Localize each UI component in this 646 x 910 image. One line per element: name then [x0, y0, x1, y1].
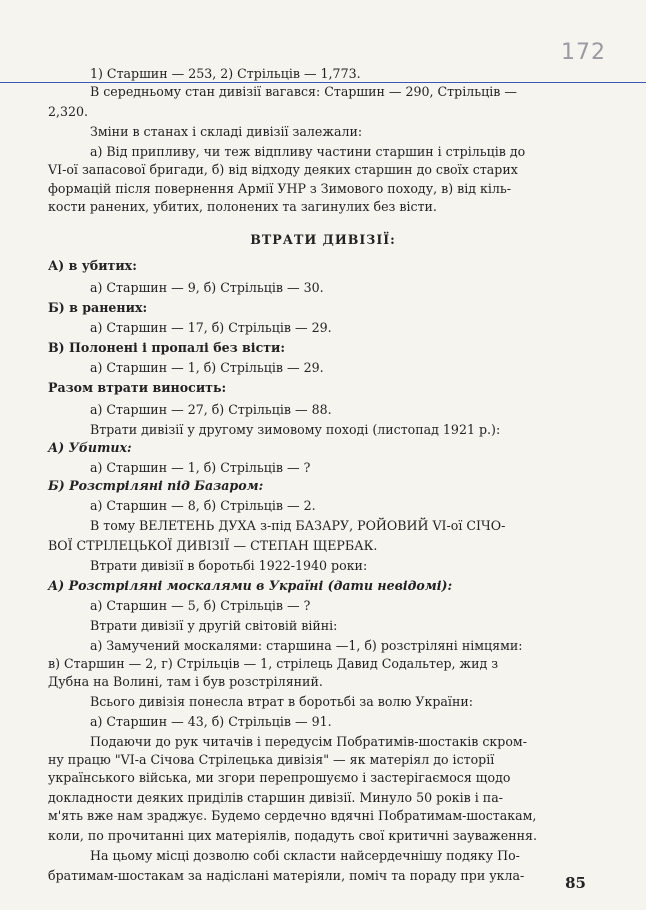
- page-number: 85: [565, 874, 586, 892]
- text-line: українського війська, ми згори перепрошуємо і застерігаємося щодо: [48, 770, 511, 785]
- text-line: а) Старшин — 43, б) Стрільців — 91.: [90, 714, 332, 729]
- text-line: ВОЇ СТРІЛЕЦЬКОЇ ДИВІЗІЇ — СТЕПАН ЩЕРБАК.: [48, 538, 378, 553]
- text-line: Б) в ранених:: [48, 300, 148, 315]
- text-line: 1) Старшин — 253, 2) Стрільців — 1,773.: [0, 66, 646, 83]
- text-line: а) Старшин — 1, б) Стрільців — 29.: [90, 360, 324, 375]
- text-line: Всього дивізія понесла втрат в боротьбі за волю України:: [90, 694, 473, 709]
- text-line: кости ранених, убитих, полонених та загинулих без вісти.: [48, 199, 437, 214]
- text-line: а) Старшин — 27, б) Стрільців — 88.: [90, 402, 332, 417]
- text-line: А) в убитих:: [48, 258, 137, 273]
- text-line: На цьому місці дозволю собі скласти найсердечнішу подяку По-: [90, 848, 520, 863]
- text-line: м'ять вже нам зраджує. Будемо сердечно вдячні Побратимам-шостакам,: [48, 808, 537, 823]
- text-line: Б) Розстріляні під Базаром:: [48, 478, 264, 493]
- text-line: докладности деяких приділів старшин дивізії. Минуло 50 років і па-: [48, 790, 503, 805]
- text-line: братимам-шостакам за надіслані матеріяли, поміч та пораду при укла-: [48, 868, 525, 883]
- text-line: Втрати дивізії в боротьбі 1922-1940 роки:: [90, 558, 368, 573]
- handwritten-page-number: 172: [561, 40, 606, 65]
- text-line: а) Старшин — 5, б) Стрільців — ?: [90, 598, 311, 613]
- text-line: а) Від припливу, чи теж відпливу частини старшин і стрільців до: [90, 144, 526, 159]
- text-line: Подаючи до рук читачів і передусім Побратимів-шостаків скром-: [90, 734, 527, 749]
- text-line: В) Полонені і пропалі без вісти:: [48, 340, 286, 355]
- text-line: Разом втрати виносить:: [48, 380, 227, 395]
- text-line: ВТРАТИ ДИВІЗІЇ:: [250, 232, 396, 247]
- text-line: а) Старшин — 1, б) Стрільців — ?: [90, 460, 311, 475]
- text-line: а) Замучений москалями: старшина —1, б) розстріляні німцями:: [90, 638, 523, 653]
- text-line: Втрати дивізії у другому зимовому поході (листопад 1921 р.):: [90, 422, 501, 437]
- text-line: А) Розстріляні москалями в Україні (дати невідомі):: [48, 578, 453, 593]
- text-line: 2,320.: [48, 104, 89, 119]
- text-line: Дубна на Волині, там і був розстріляний.: [48, 674, 323, 689]
- text-line: в) Старшин — 2, г) Стрільців — 1, стрілець Давид Содальтер, жид з: [48, 656, 499, 671]
- text-line: В тому ВЕЛЕТЕНЬ ДУХА з-під БАЗАРУ, РОЙОВИЙ VI-ої СІЧО-: [90, 518, 506, 533]
- text-line: а) Старшин — 17, б) Стрільців — 29.: [90, 320, 332, 335]
- text-line: Втрати дивізії у другій світовій війні:: [90, 618, 338, 633]
- text-line: формацій після повернення Армії УНР з Зимового походу, в) від кіль-: [48, 181, 511, 196]
- text-line: ну працю "VI-а Січова Стрілецька дивізія" — як матеріял до історії: [48, 752, 495, 767]
- text-line: VI-ої запасової бригади, б) від відходу деяких старшин до своїх старих: [48, 162, 518, 177]
- text-line: Зміни в станах і складі дивізії залежали:: [90, 124, 363, 139]
- text-line: А) Убитих:: [48, 440, 132, 455]
- text-line: а) Старшин — 8, б) Стрільців — 2.: [90, 498, 316, 513]
- text-line: коли, по прочитанні цих матеріялів, подадуть свої критичні зауваження.: [48, 828, 537, 843]
- text-line: а) Старшин — 9, б) Стрільців — 30.: [90, 280, 324, 295]
- text-line: В середньому стан дивізії вагався: Старшин — 290, Стрільців —: [90, 84, 517, 99]
